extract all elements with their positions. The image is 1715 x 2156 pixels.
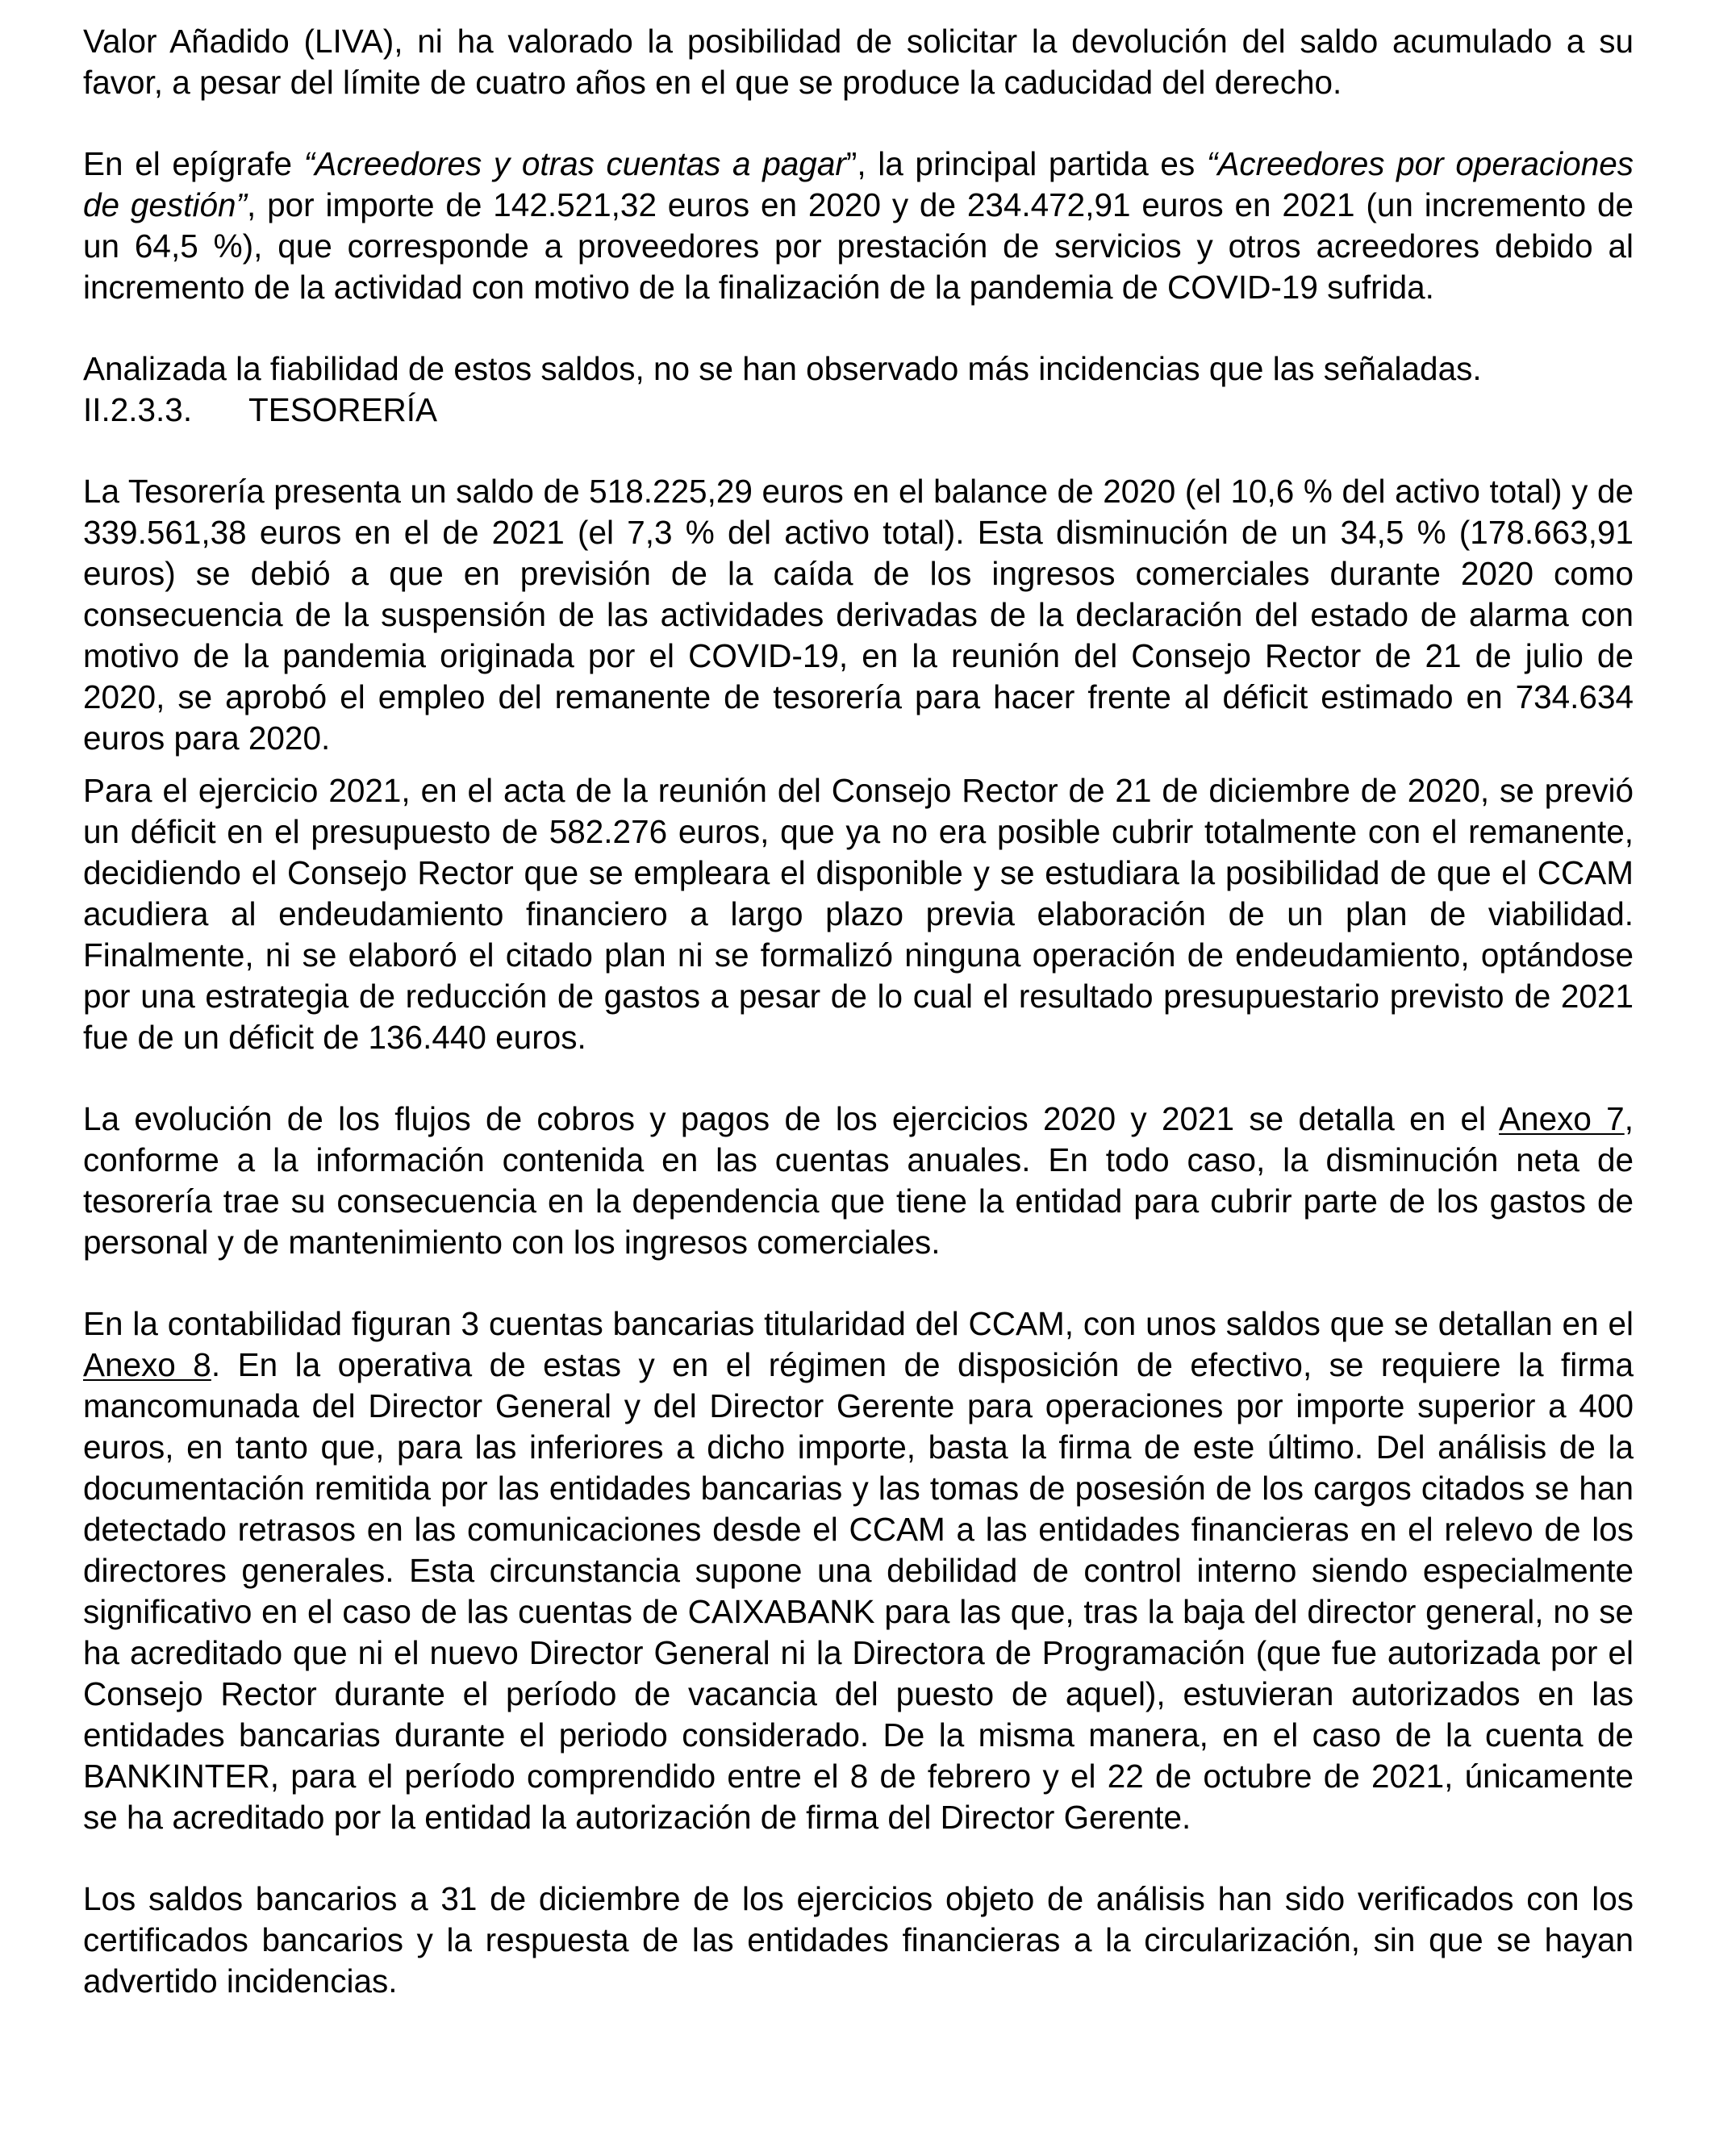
paragraph-text: En el epígrafe [83,145,304,182]
document-page [83,21,1634,2002]
paragraph-tesoreria-saldo: La Tesorería presenta un saldo de 518.225,29 euros en el balance de 2020 (el 10,6 % del activo total) y de 339.561,38 euros en el de 2021 (el 7,3 % del activo total). Esta disminución de un 34,5 % (178.663,91 euros) se debió a que en previsión de la caída de los ingresos comerciales durante 2020 como consecuencia de la suspensión de las actividades derivadas de la declaración del estado de alarma con motivo de la pandemia originada por el COVID-19, en la reunión del Consejo Rector de 21 de julio de 2020, se aprobó el empleo del remanente de tesorería para hacer frente al déficit estimado en 734.634 euros para 2020. [83,473,1634,757]
paragraph-ejercicio-2021: Para el ejercicio 2021, en el acta de la reunión del Consejo Rector de 21 de diciembre de 2020, se previó un déficit en el presupuesto de 582.276 euros, que ya no era posible cubrir totalmente con el remanente, decidiendo el Consejo Rector que se empleara el disponible y se estudiara la posibilidad de que el CCAM acudiera al endeudamiento financiero a largo plazo previa elaboración de un plan de viabilidad. Finalmente, ni se elaboró el citado plan ni se formalizó ninguna operación de endeudamiento, optándose por una estrategia de reducción de gastos a pesar de lo cual el resultado presupuestario previsto de 2021 fue de un déficit de 136.440 euros. [83,772,1634,1056]
section-heading-tesoreria [83,390,1634,431]
paragraph-text: La evolución de los flujos de cobros y pagos de los ejercicios 2020 y 2021 se detalla en el [83,1100,1500,1137]
paragraph-text: , por importe de 142.521,32 euros en 2020 y de 234.472,91 euros en 2021 (un incremento de un 64,5 %), que corresponde a proveedores por prestación de servicios y otros acreedores debido al incremento de la actividad con motivo de la finalización de la pandemia de COVID-19 sufrida. [83,186,1634,306]
paragraph-text: ”, la principal partida es [845,145,1207,182]
link-anexo-7[interactable]: Anexo 7 [1499,1100,1625,1137]
link-anexo-8[interactable]: Anexo 8 [83,1346,211,1383]
paragraph-flujos-cobros-pagos [83,1099,1634,1263]
paragraph-iva-balance: Valor Añadido (LIVA), ni ha valorado la posibilidad de solicitar la devolución del saldo acumulado a su favor, a pesar del límite de cuatro años en el que se produce la caducidad del derecho. [83,23,1634,101]
section-number: II.2.3.3. [83,391,193,428]
section-title: TESORERÍA [248,391,438,428]
paragraph-fiabilidad: Analizada la fiabilidad de estos saldos, no se han observado más incidencias que las señaladas. [83,350,1482,387]
italic-term-acreedores-otras-cuentas: “Acreedores y otras cuentas a pagar [303,145,846,182]
italic-term-acreedores-operaciones: “Acreedores por operaciones de gestión” [83,145,1634,223]
paragraph-text: , conforme a la información contenida en las cuentas anuales. En todo caso, la disminución neta de tesorería trae su consecuencia en la dependencia que tiene la entidad para cubrir parte de los gastos de personal y de mantenimiento con los ingresos comerciales. [83,1100,1634,1261]
paragraph-text: En la contabilidad figuran 3 cuentas bancarias titularidad del CCAM, con unos saldos que se detallan en el [83,1305,1634,1342]
paragraph-text: . En la operativa de estas y en el régimen de disposición de efectivo, se requiere la firma mancomunada del Director General y del Director Gerente para operaciones por importe superior a 400 euros, en tanto que, para las inferiores a dicho importe, basta la firma de este último. Del análisis de la documentación remitida por las entidades bancarias y las tomas de posesión de los cargos citados se han detectado retrasos en las comunicaciones desde el CCAM a las entidades financieras en el relevo de los directores generales. Esta circunstancia supone una debilidad de control interno siendo especialmente significativo en el caso de las cuentas de CAIXABANK para las que, tras la baja del director general, no se ha acreditado que ni el nuevo Director General ni la Directora de Programación (que fue autorizada por el Consejo Rector durante el período de vacancia del puesto de aquel), estuvieran autorizados en las entidades bancarias durante el periodo considerado. De la misma manera, en el caso de la cuenta de BANKINTER, para el período comprendido entre el 8 de febrero y el 22 de octubre de 2021, únicamente se ha acreditado por la entidad la autorización de firma del Director Gerente. [83,1346,1634,1836]
paragraph-acreedores [83,144,1634,308]
paragraph-cuentas-bancarias [83,1303,1634,1838]
paragraph-saldos-verificados: Los saldos bancarios a 31 de diciembre de los ejercicios objeto de análisis han sido verificados con los certificados bancarios y la respuesta de las entidades financieras a la circularización, sin que se hayan advertido incidencias. [83,1880,1634,2000]
